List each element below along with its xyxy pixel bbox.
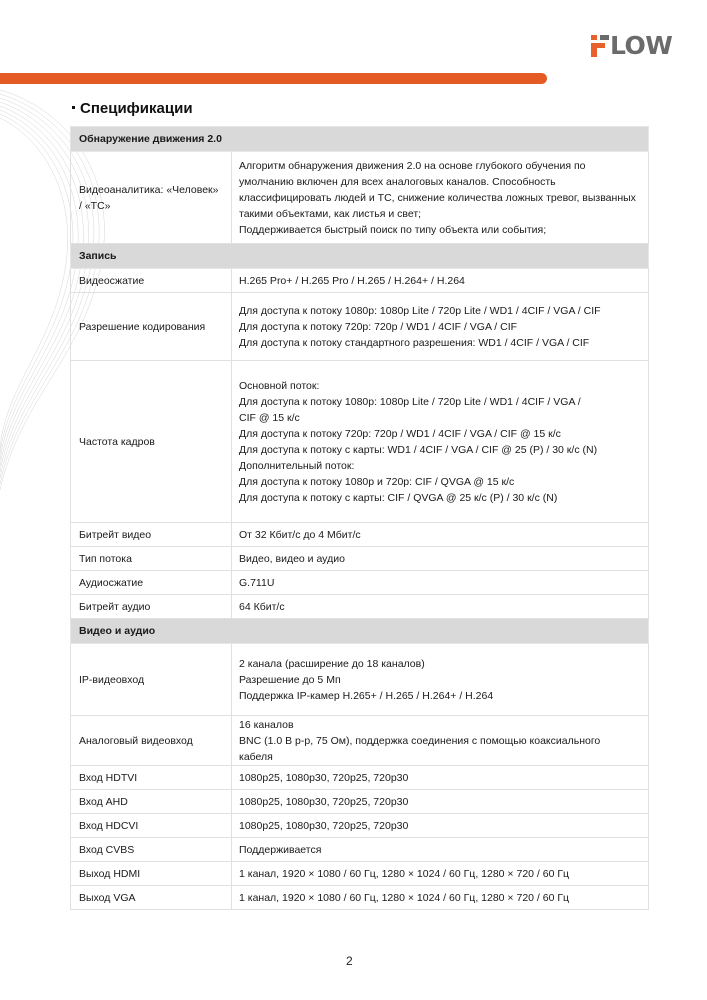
- spec-value-line: Поддерживается: [239, 843, 322, 856]
- spec-value-line: 1080p25, 1080p30, 720p25, 720p30: [239, 771, 409, 784]
- spec-value-line: Разрешение до 5 Мп: [239, 673, 341, 686]
- table-row: [71, 814, 649, 838]
- spec-label: Тип потока: [71, 547, 232, 571]
- spec-value-line: Для доступа к потоку 1080p и 720p: CIF / QVGA @ 15 к/с: [239, 475, 515, 488]
- spec-value-line: BNC (1.0 В p-p, 75 Ом), поддержка соединения с помощью коаксиального: [239, 734, 601, 747]
- group-title: Обнаружение движения 2.0: [71, 127, 649, 152]
- spec-value-line: От 32 Кбит/с до 4 Мбит/с: [239, 528, 361, 541]
- spec-label: Видеоаналитика: «Человек» / «ТС»: [71, 152, 232, 244]
- spec-value: [232, 862, 649, 886]
- spec-value-line: Видео, видео и аудио: [239, 552, 345, 565]
- spec-value-line: Для доступа к потоку 1080p: 1080p Lite / 720p Lite / WD1 / 4CIF / VGA / CIF: [239, 304, 601, 317]
- spec-value-line: Для доступа к потоку с карты: WD1 / 4CIF / VGA / CIF @ 25 (P) / 30 к/с (N): [239, 443, 598, 456]
- spec-value: [232, 766, 649, 790]
- table-row: [71, 716, 649, 766]
- spec-value-line: Для доступа к потоку 720p: 720p / WD1 / 4CIF / VGA / CIF: [239, 320, 518, 333]
- spec-value: [232, 523, 649, 547]
- spec-label: IP-видеовход: [71, 644, 232, 716]
- spec-label: Частота кадров: [71, 361, 232, 523]
- spec-label: Аудиосжатие: [71, 571, 232, 595]
- spec-value-line: такими объектами, как листья и свет;: [239, 207, 422, 220]
- spec-value: [232, 293, 649, 361]
- spec-label: Вход AHD: [71, 790, 232, 814]
- spec-value: [232, 814, 649, 838]
- spec-value: [232, 361, 649, 523]
- spec-value: [232, 547, 649, 571]
- spec-label: Видеосжатие: [71, 269, 232, 293]
- group-title: Видео и аудио: [71, 619, 649, 644]
- section-title-text: Спецификации: [80, 100, 193, 117]
- spec-value-line: CIF @ 15 к/с: [239, 411, 300, 424]
- spec-value: [232, 152, 649, 244]
- spec-value: [232, 886, 649, 910]
- spec-value-line: классифицировать людей и ТС, снижение количества ложных тревог, вызванных: [239, 191, 636, 204]
- spec-value: [232, 269, 649, 293]
- spec-label: Разрешение кодирования: [71, 293, 232, 361]
- section-title: [72, 100, 193, 117]
- spec-label: Вход HDCVI: [71, 814, 232, 838]
- spec-label: Аналоговый видеовход: [71, 716, 232, 766]
- logo-f-mark-icon: [591, 35, 609, 57]
- table-row: [71, 886, 649, 910]
- spec-value-line: H.265 Pro+ / H.265 Pro / H.265 / H.264+ / H.264: [239, 274, 465, 287]
- table-row: [71, 790, 649, 814]
- group-header-row: [71, 127, 649, 152]
- spec-value-line: 16 каналов: [239, 718, 294, 731]
- spec-value: [232, 716, 649, 766]
- spec-value-line: 1 канал, 1920 × 1080 / 60 Гц, 1280 × 1024 / 60 Гц, 1280 × 720 / 60 Гц: [239, 891, 570, 904]
- spec-value-line: Дополнительный поток:: [239, 459, 355, 472]
- spec-label: Выход VGA: [71, 886, 232, 910]
- spec-value-line: 1080p25, 1080p30, 720p25, 720p30: [239, 819, 409, 832]
- spec-value-line: Алгоритм обнаружения движения 2.0 на основе глубокого обучения по: [239, 159, 586, 172]
- table-row: [71, 523, 649, 547]
- table-row: [71, 293, 649, 361]
- table-row: [71, 269, 649, 293]
- table-row: [71, 547, 649, 571]
- spec-label: Вход CVBS: [71, 838, 232, 862]
- bullet-icon: [72, 106, 75, 109]
- logo-text: LOW: [610, 31, 673, 60]
- spec-value-line: Для доступа к потоку 720p: 720p / WD1 / 4CIF / VGA / CIF @ 15 к/с: [239, 427, 561, 440]
- table-row: [71, 766, 649, 790]
- table-row: [71, 644, 649, 716]
- spec-label: Вход HDTVI: [71, 766, 232, 790]
- spec-value-line: 1 канал, 1920 × 1080 / 60 Гц, 1280 × 1024 / 60 Гц, 1280 × 720 / 60 Гц: [239, 867, 570, 880]
- spec-value-line: Для доступа к потоку 1080p: 1080p Lite / 720p Lite / WD1 / 4CIF / VGA /: [239, 395, 581, 408]
- spec-value-line: 1080p25, 1080p30, 720p25, 720p30: [239, 795, 409, 808]
- spec-label: Битрейт аудио: [71, 595, 232, 619]
- spec-value-line: 2 канала (расширение до 18 каналов): [239, 657, 425, 670]
- spec-label: Битрейт видео: [71, 523, 232, 547]
- page-number: 2: [346, 954, 353, 968]
- flow-logo: [591, 31, 673, 60]
- table-row: [71, 152, 649, 244]
- spec-value-line: Поддерживается быстрый поиск по типу объекта или события;: [239, 223, 547, 236]
- group-header-row: [71, 619, 649, 644]
- spec-table: [70, 126, 649, 910]
- spec-value: [232, 838, 649, 862]
- spec-value: [232, 644, 649, 716]
- spec-value: [232, 790, 649, 814]
- table-row: [71, 838, 649, 862]
- spec-value-line: умолчанию включен для всех аналоговых каналов. Способность: [239, 175, 556, 188]
- header-accent-bar: [0, 73, 547, 84]
- spec-value-line: 64 Кбит/с: [239, 600, 285, 613]
- spec-value: [232, 571, 649, 595]
- spec-value-line: Поддержка IP-камер H.265+ / H.265 / H.264+ / H.264: [239, 689, 494, 702]
- table-row: [71, 571, 649, 595]
- group-header-row: [71, 244, 649, 269]
- spec-value-line: G.711U: [239, 576, 275, 589]
- spec-value-line: Для доступа к потоку стандартного разрешения: WD1 / 4CIF / VGA / CIF: [239, 336, 590, 349]
- table-row: [71, 862, 649, 886]
- table-row: [71, 595, 649, 619]
- table-row: [71, 361, 649, 523]
- spec-value-line: Основной поток:: [239, 379, 320, 392]
- spec-label: Выход HDMI: [71, 862, 232, 886]
- group-title: Запись: [71, 244, 649, 269]
- spec-value-line: Для доступа к потоку с карты: CIF / QVGA @ 25 к/с (P) / 30 к/с (N): [239, 491, 558, 504]
- spec-value: [232, 595, 649, 619]
- spec-value-line: кабеля: [239, 750, 273, 763]
